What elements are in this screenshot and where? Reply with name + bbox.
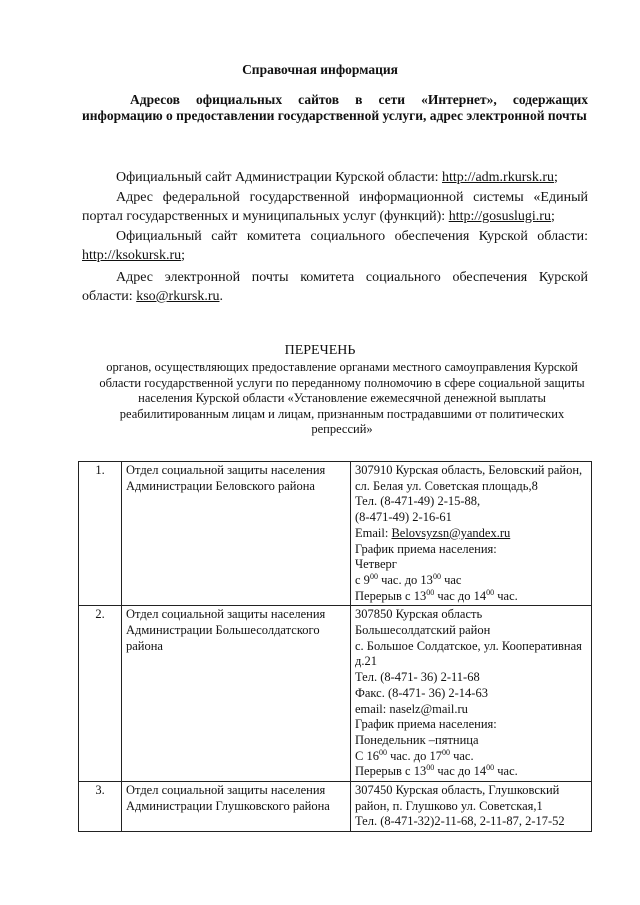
schedule-label: График приема населения: [355,541,497,556]
hours-to: час. до 17 [386,748,442,763]
admin-site-paragraph [82,168,588,188]
table-row [79,462,592,606]
office-contacts [351,606,592,782]
list-title: ПЕРЕЧЕНЬ [284,343,356,358]
office-email-label: Email: [355,525,392,540]
info-block [82,168,588,307]
schedule-label: График приема населения: [355,717,497,732]
list-description: органов, осуществляющих предоставление органами местного самоуправления Курской области государственной услуги по переданному полномочию в сфере социальной защиты населения Курской области «Установление ежемесячной денежной выплаты реабилитированным лицам и лицам, признанным пострадавшими от политических репрессий» [99,360,585,437]
office-contacts [351,462,592,606]
page-subtitle: Адресов официальных сайтов в сети «Интернет», содержащих информацию о предоставлении государственной услуги, адрес электронной почты [82,92,588,123]
admin-site-link[interactable]: http://adm.rkursk.ru [442,170,554,185]
office-email-line: email: naselz@mail.ru [355,701,468,716]
email-label: Адрес электронной почты комитета социального обеспечения Курской области: [82,269,588,304]
office-name: Отдел социальной защиты населения Администрации Глушковского района [122,782,351,832]
email-paragraph [82,268,588,307]
portal-link[interactable]: http://gosuslugi.ru [448,209,551,224]
office-phone: Тел. (8-471-32)2-11-68, 2-11-87, 2-17-52 [355,814,565,829]
committee-site-label: Официальный сайт комитета социального обеспечения Курской области: [116,228,588,244]
break-from: Перерыв с 13 [355,588,427,603]
break-from: Перерыв с 13 [355,764,427,779]
break-unit: час. [494,764,518,779]
row-number: 1. [79,462,122,606]
schedule-hours [355,573,587,589]
hours-to-minutes: 00 [441,747,450,757]
office-address: 307910 Курская область, Беловский район, сл. Белая ул. Советская площадь,8 [355,463,583,493]
portal-paragraph [82,188,588,227]
break-to: час до 14 [434,588,487,603]
office-address-line-2: Большесолдатский район [355,623,491,638]
schedule-days: Понедельник –пятница [355,732,479,747]
hours-from-minutes: 00 [378,747,387,757]
committee-email-link[interactable]: kso@rkursk.ru [136,289,220,304]
hours-unit: час [440,572,462,587]
table-row [79,606,592,782]
office-address-line-1: 307850 Курская область [355,607,483,622]
office-name: Отдел социальной защиты населения Администрации Большесолдатского района [122,606,351,782]
hours-from: с 9 [355,572,370,587]
admin-site-label: Официальный сайт Администрации Курской области: [116,170,442,185]
email-end: . [219,289,223,304]
break-from-minutes: 00 [426,587,435,597]
schedule-hours [355,749,587,765]
office-address-line-3: с. Большое Солдатское, ул. Кооперативная д.21 [355,638,582,669]
hours-from: С 16 [355,748,379,763]
break-unit: час. [494,588,518,603]
office-phone-2: (8-471-49) 2-16-61 [355,510,452,525]
office-fax: Факс. (8-471- 36) 2-14-63 [355,685,488,700]
office-phone: Тел. (8-471-49) 2-15-88, [355,494,481,509]
page-title: Справочная информация [242,62,398,77]
office-email-link[interactable]: Belovsyzsn@yandex.ru [391,525,511,540]
break-to: час до 14 [434,764,487,779]
break-to-minutes: 00 [486,763,495,773]
office-address: 307450 Курская область, Глушковский район, п. Глушково ул. Советская,1 [355,783,560,813]
office-email-line [355,526,587,542]
committee-site-end: ; [181,248,186,263]
table-row [79,782,592,832]
hours-to-minutes: 00 [432,571,441,581]
hours-from-minutes: 00 [369,571,378,581]
office-phone: Тел. (8-471- 36) 2-11-68 [355,670,480,685]
portal-end: ; [550,209,555,224]
row-number: 2. [79,606,122,782]
schedule-days: Четверг [355,557,397,572]
admin-site-end: ; [554,170,558,185]
offices-table [78,461,592,832]
break-from-minutes: 00 [426,763,435,773]
hours-to: час. до 13 [377,572,433,587]
committee-site-paragraph [82,227,588,266]
hours-unit: час. [449,748,474,763]
portal-label: Адрес федеральной государственной информационной системы «Единый портал государственных и муниципальных услуг (функций): [82,189,588,224]
office-contacts [351,782,592,832]
schedule-break [355,764,587,780]
office-name: Отдел социальной защиты населения Администрации Беловского района [122,462,351,606]
schedule-break [355,589,587,605]
committee-site-link[interactable]: http://ksokursk.ru [82,248,182,263]
row-number: 3. [79,782,122,832]
break-to-minutes: 00 [486,587,495,597]
